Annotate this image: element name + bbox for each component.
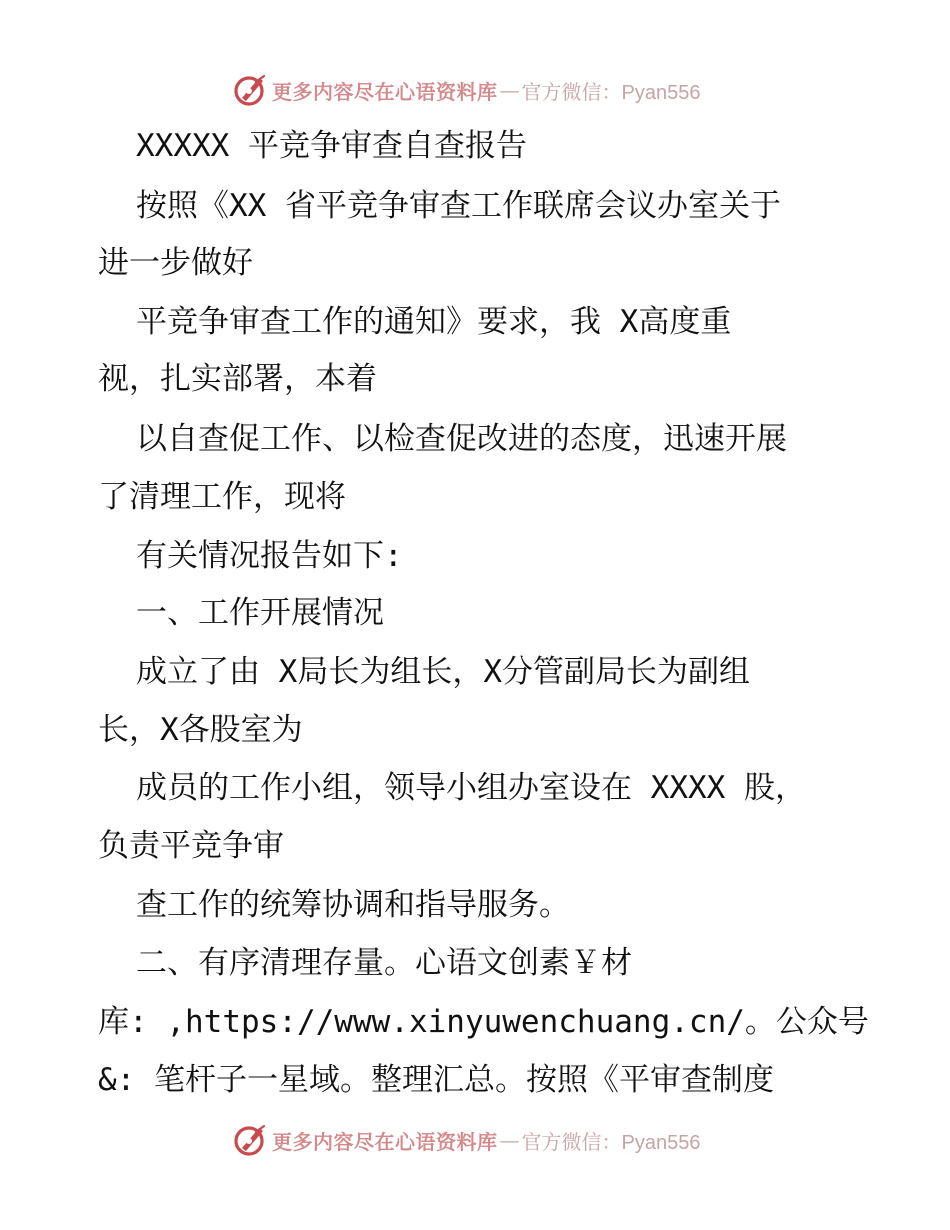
paragraph-line: 长，X各股室为 [98,712,303,748]
paragraph-line: 按照《XX 省平竞争审查工作联席会议办室关于 [136,188,781,224]
banner-text: 更多内容尽在心语资料库 [272,79,498,104]
section-heading: 一、工作开展情况 [136,595,384,631]
header-watermark-banner [232,70,700,110]
banner-contact: 官方微信：Pyan556 [521,1131,701,1154]
brand-logo-icon [232,1122,268,1158]
paragraph-line: 库: ,https://www.xinyuwenchuang.cn/。公众号 [98,1004,869,1040]
banner-separator: — [499,1128,520,1152]
paragraph-line: 以自查促工作、以检查促改进的态度，迅速开展 [136,421,787,457]
paragraph-line: 视，扎实部署，本着 [98,361,377,397]
paragraph-line: 了清理工作，现将 [98,479,346,515]
banner-separator: — [499,78,520,102]
document-title: XXXXX 平竞争审查自查报告 [136,128,527,164]
paragraph-line: 进一步做好 [98,245,253,281]
paragraph-line: 成立了由 X局长为组长，X分管副局长为副组 [136,654,750,690]
paragraph-line: 平竞争审查工作的通知》要求，我 X高度重 [136,304,732,340]
paragraph-line: 负责平竞争审 [98,828,284,864]
footer-watermark-banner [232,1120,700,1160]
brand-logo-icon [232,72,268,108]
banner-text: 更多内容尽在心语资料库 [272,1129,498,1154]
section-heading: 二、有序清理存量。心语文创素￥材 [136,945,632,981]
paragraph-line: 查工作的统筹协调和指导服务。 [136,887,570,923]
banner-contact: 官方微信：Pyan556 [521,81,701,104]
paragraph-line: &: 笔杆子一星域。整理汇总。按照《平审查制度 [98,1062,774,1098]
paragraph-line: 成员的工作小组，领导小组办室设在 XXXX 股， [136,770,806,806]
paragraph-line: 有关情况报告如下: [136,538,403,574]
